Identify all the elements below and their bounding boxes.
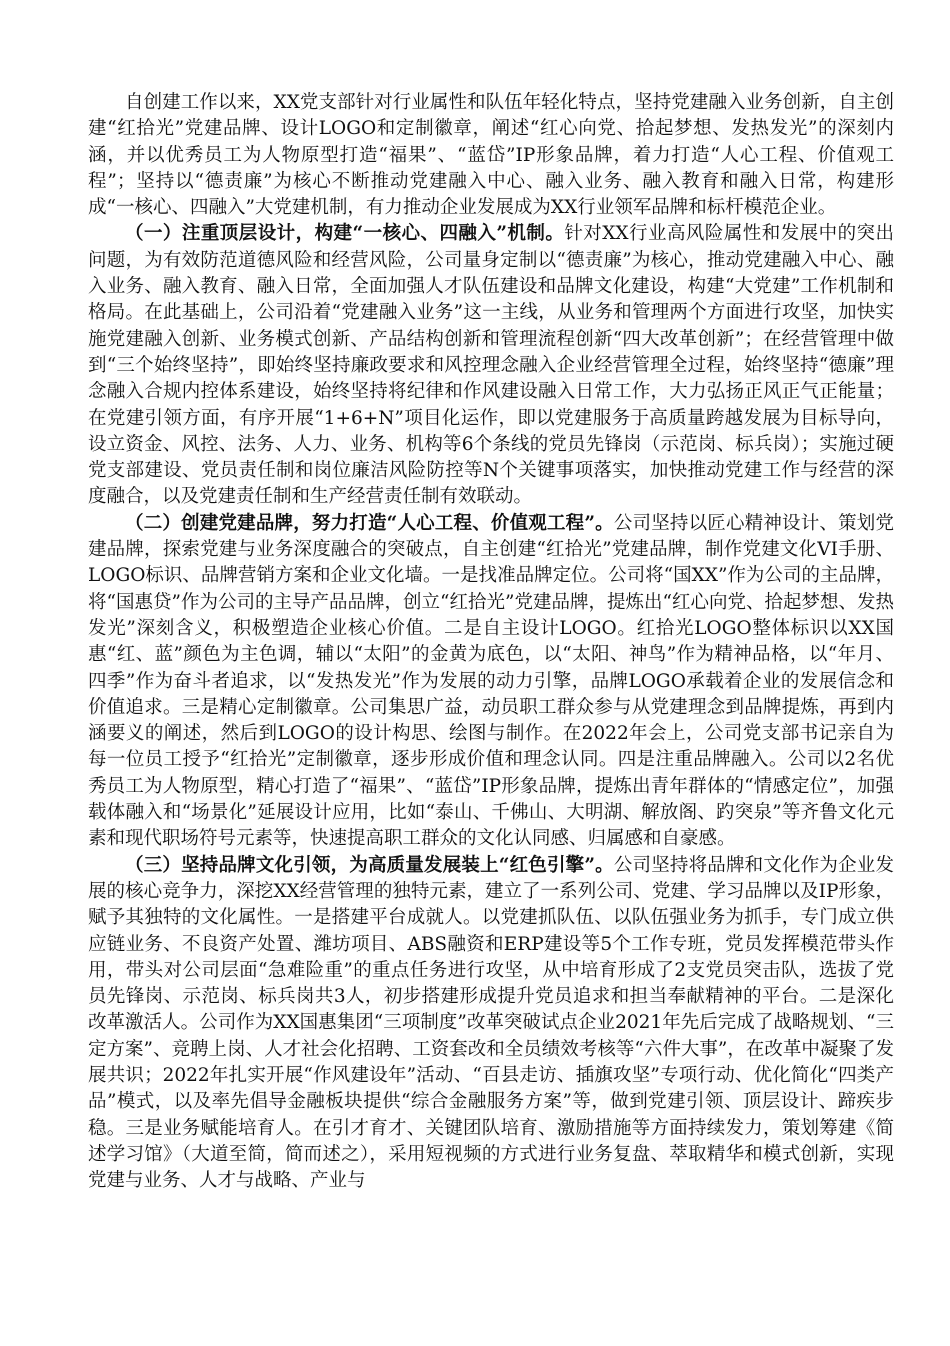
section-three-heading: （三）坚持品牌文化引领，为高质量发展装上“红色引擎”。 — [125, 854, 614, 876]
section-two-paragraph — [88, 511, 894, 853]
section-three-text: 公司坚持将品牌和文化作为企业发展的核心竞争力，深挖XX经营管理的独特元素，建立了一系列公司、党建、学习品牌以及IP形象，赋予其独特的文化属性。一是搭建平台成就人。以党建抓队伍、以队伍强业务为抓手，专门成立供应链业务、不良资产处置、潍坊项目、ABS融资和ERP建设等5个工作专班，党员发挥模范带头作用，带头对公司层面“急难险重”的重点任务进行攻坚，从中培育形成了2支党员突击队，选拔了党员先锋岗、示范岗、标兵岗共3人，初步搭建形成提升党员追求和担当奉献精神的平台。二是深化改革激活人。公司作为XX国惠集团“三项制度”改革突破试点企业2021年先后完成了战略规划、“三定方案”、竞聘上岗、人才社会化招聘、工资套改和全员绩效考核等“六件大事”，在改革中凝聚了发展共识；2022年扎实开展“作风建设年”活动、“百县走访、插旗攻坚”专项行动、优化简化“四类产品”模式，以及率先倡导金融板块提供“综合金融服务方案”等，做到党建引领、顶层设计、蹄疾步稳。三是业务赋能培育人。在引才育才、关键团队培育、激励措施等方面持续发力，策划筹建《简述学习馆》（大道至简，简而述之），采用短视频的方式进行业务复盘、萃取精华和模式创新，实现党建与业务、人才与战略、产业与 — [88, 854, 894, 1192]
section-one-paragraph — [88, 221, 894, 510]
section-one-text: 针对XX行业高风险属性和发展中的突出问题，为有效防范道德风险和经营风险，公司量身定制以“德责廉”为核心，推动党建融入中心、融入业务、融入教育、融入日常，全面加强人才队伍建设和品牌文化建设，构建“大党建”工作机制和格局。在此基础上，公司沿着“党建融入业务”这一主线，从业务和管理两个方面进行攻坚，加快实施党建融入创新、业务模式创新、产品结构创新和管理流程创新“四大改革创新”；在经营管理中做到“三个始终坚持”，即始终坚持廉政要求和风控理念融入企业经营管理全过程，始终坚持“德廉”理念融入合规内控体系建设，始终坚持将纪律和作风建设融入日常工作，大力弘扬正风正气正能量；在党建引领方面，有序开展“1+6+N”项目化运作，即以党建服务于高质量跨越发展为目标导向，设立资金、风控、法务、人力、业务、机构等6个条线的党员先锋岗（示范岗、标兵岗）；实施过硬党支部建设、党员责任制和岗位廉洁风险防控等N个关键事项落实，加快推动党建工作与经营的深度融合，以及党建责任制和生产经营责任制有效联动。 — [88, 223, 894, 508]
section-one-heading: （一）注重顶层设计，构建“一核心、四融入”机制。 — [125, 223, 565, 245]
section-two-text: 公司坚持以匠心精神设计、策划党建品牌，探索党建与业务深度融合的突破点，自主创建“红拾光”党建品牌，制作党建文化VI手册、LOGO标识、品牌营销方案和企业文化墙。一是找准品牌定位。公司将“国XX”作为公司的主品牌，将“国惠贷”作为公司的主导产品品牌，创立“红拾光”党建品牌，提炼出“红心向党、拾起梦想、发热发光”深刻含义，积极塑造企业核心价值。二是自主设计LOGO。红拾光LOGO整体标识以XX国惠“红、蓝”颜色为主色调，辅以“太阳”的金黄为底色，以“太阳、神鸟”作为精神品格，以“年月、四季”作为奋斗者追求，以“发热发光”作为发展的动力引擎，品牌LOGO承载着企业的发展信念和价值追求。三是精心定制徽章。公司集思广益，动员职工群众参与从党建理念到品牌提炼，再到内涵要义的阐述，然后到LOGO的设计构思、绘图与制作。在2022年会上，公司党支部书记亲自为每一位员工授予“红拾光”定制徽章，逐步形成价值和理念认同。四是注重品牌融入。公司以2名优秀员工为人物原型，精心打造了“福果”、“蓝岱”IP形象品牌，提炼出青年群体的“情感定位”，加强载体融入和“场景化”延展设计应用，比如“泰山、千佛山、大明湖、解放阁、趵突泉”等齐鲁文化元素和现代职场符号元素等，快速提高职工群众的文化认同感、归属感和自豪感。 — [88, 512, 894, 850]
section-two-heading: （二）创建党建品牌，努力打造“人心工程、价值观工程”。 — [125, 512, 614, 534]
intro-paragraph-text: 自创建工作以来，XX党支部针对行业属性和队伍年轻化特点，坚持党建融入业务创新，自主创建“红拾光”党建品牌、设计LOGO和定制徽章，阐述“红心向党、拾起梦想、发热发光”的深刻内涵，并以优秀员工为人物原型打造“福果”、“蓝岱”IP形象品牌，着力打造“人心工程、价值观工程”；坚持以“德责廉”为核心不断推动党建融入中心、融入业务、融入教育和融入日常，构建形成“一核心、四融入”大党建机制，有力推动企业发展成为XX行业领军品牌和标杆模范企业。 — [88, 92, 894, 219]
section-three-paragraph — [88, 853, 894, 1195]
intro-paragraph — [88, 90, 894, 221]
document-page — [88, 90, 894, 1194]
